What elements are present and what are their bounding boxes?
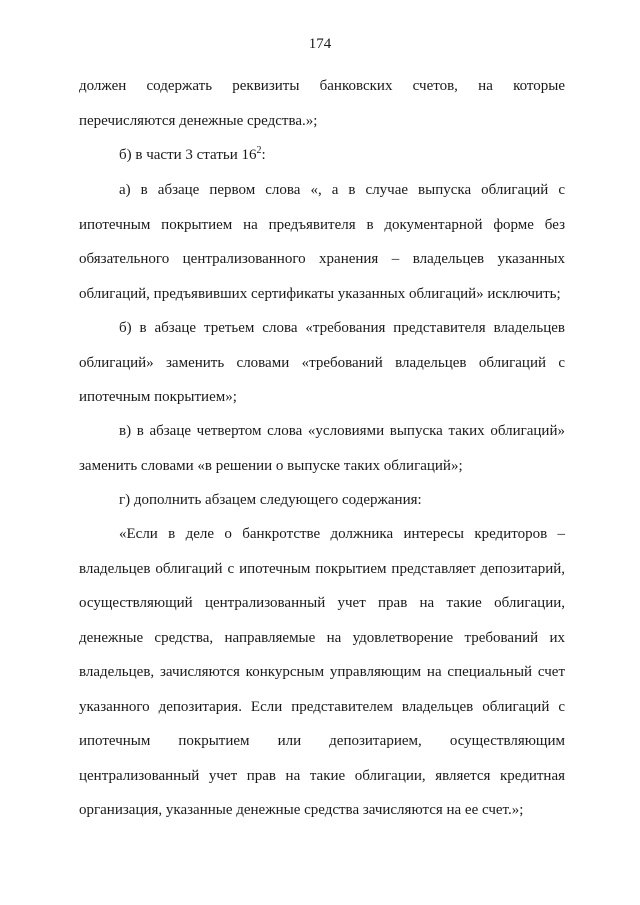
text-line: обязательного централизованного хранения – владельцев указанных [79,251,565,267]
text-line: владельцев, зачисляются конкурсным управляющим на специальный счет [79,664,565,680]
text-line [79,138,565,173]
text-line: «Если в деле о банкротстве должника интересы кредиторов – [119,526,565,542]
text-line: а) в абзаце первом слова «, а в случае выпуска облигаций с [119,182,565,198]
paragraph-quoted-text [79,517,565,828]
text-fragment: б) в части 3 статьи 16 [119,147,257,163]
paragraph-item-b [79,311,565,415]
text-line: г) дополнить абзацем следующего содержания: [119,492,422,508]
text-fragment: : [261,147,266,163]
text-line: ипотечным покрытием на предъявителя в документарной форме без [79,216,565,233]
text-line: денежные средства, направляемые на удовлетворение требований их [79,629,565,646]
text-line: облигаций, предъявивших сертификаты указанных облигаций» исключить; [79,285,561,302]
text-line: централизованный учет прав на такие облигации, является кредитная [79,767,565,784]
text-line: организация, указанные денежные средства зачисляются на ее счет.»; [79,802,524,818]
text-line: заменить словами «в решении о выпуске таких облигаций»; [79,457,463,474]
paragraph-part-3-article-16-2 [79,138,565,173]
text-line: ипотечным покрытием или депозитарием, осуществляющим [79,733,565,749]
text-line: осуществляющий централизованный учет прав на такие облигации, [79,595,565,611]
page-number: 174 [308,36,332,52]
text-line: указанного депозитария. Если представителем владельцев облигаций с [79,698,565,715]
text-line: перечисляются денежные средства.»; [79,112,318,129]
text-line: б) в абзаце третьем слова «требования представителя владельцев [119,320,565,336]
text-line: облигаций» заменить словами «требований владельцев облигаций с [79,354,565,371]
paragraph-item-v [79,414,565,483]
superscript: 2 [256,145,262,156]
text-line: должен содержать реквизиты банковских счетов, на которые [79,78,565,94]
text-line: ипотечным покрытием»; [79,389,237,405]
paragraph-continuation [79,69,565,138]
paragraph-item-g [79,483,565,518]
paragraph-item-a [79,173,565,311]
text-line: владельцев облигаций с ипотечным покрытием представляет депозитарий, [79,560,565,577]
text-line: в) в абзаце четвертом слова «условиями выпуска таких облигаций» [119,423,565,439]
